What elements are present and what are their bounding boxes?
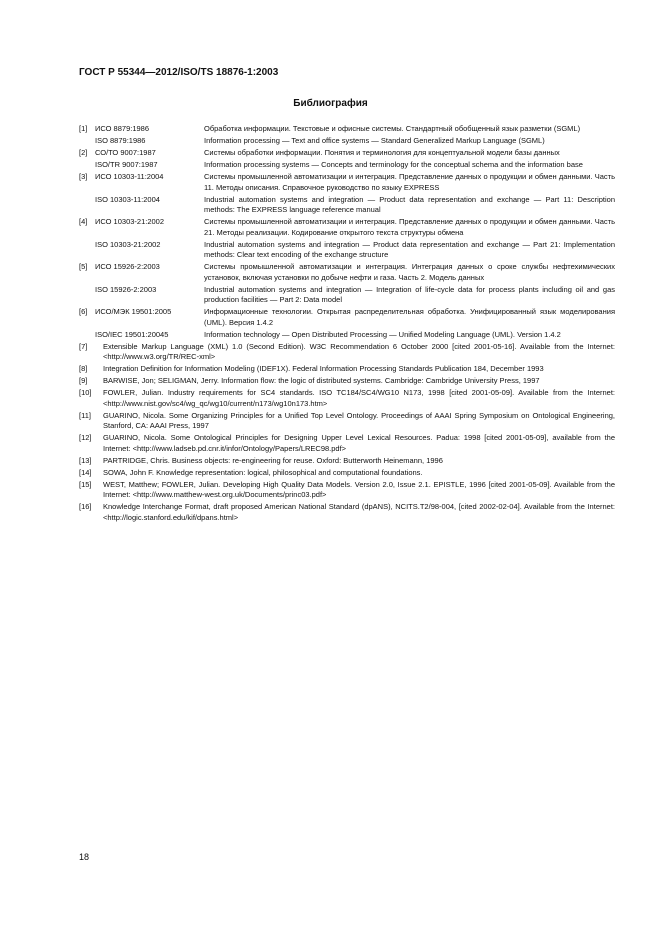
reference-number: [7] — [79, 341, 88, 351]
reference-number: [14] — [79, 467, 92, 477]
reference-number: [11] — [79, 410, 91, 420]
bibliography-title: Библиография — [293, 98, 368, 109]
reference-number: [9] — [79, 376, 88, 385]
entry-number: [4] — [79, 217, 88, 226]
reference-text: Knowledge Interchange Format, draft proposed American National Standard (dpANS), NCITS.T2/98-004, [cited 2002-02-04]. Available from the Internet: <http://logic.stanford.edu/kif/dpans.html> — [103, 502, 615, 522]
entry-text: Обработка информации. Текстовые и офисные системы. Стандартный обобщенный язык разметки (SGML) — [204, 124, 581, 133]
page-number: 18 — [79, 852, 90, 862]
entry-code: ISO 8879:1986 — [95, 136, 146, 145]
entry-text: Information processing systems — Concepts and terminology for the conceptual schema and the information base — [204, 160, 583, 169]
bibliography-list — [79, 124, 615, 525]
reference-entry — [79, 468, 615, 479]
bibliography-entry — [79, 240, 615, 261]
entry-text: Information technology — Open Distributed Processing — Unified Modeling Language (UML). Version 1.4.2 — [204, 329, 561, 339]
reference-text: GUARINO, Nicola. Some Organizing Principles for a Unified Top Level Ontology. Proceedings of AAAI Spring Symposium on Ontological Engineering, Stanford, CA: AAAI Press, 1997 — [103, 410, 615, 430]
reference-number: [15] — [79, 479, 92, 489]
bibliography-entry — [79, 172, 615, 193]
entry-number: [1] — [79, 124, 88, 133]
bibliography-entry — [79, 285, 615, 306]
entry-text: Industrial automation systems and integration — Product data representation and exchange — Part 11: Description methods: The EXPRESS language reference manual — [204, 194, 615, 214]
entry-text: Системы обработки информации. Понятия и терминология для концептуальной модели базы данных — [204, 148, 560, 157]
entry-number — [79, 160, 95, 171]
entry-text: Industrial automation systems and integration — Integration of life-cycle data for process plants including oil and gas production facilities — Part 2: Data model — [204, 284, 615, 304]
bibliography-entry — [79, 195, 615, 216]
entry-number — [79, 285, 95, 306]
reference-entry — [79, 480, 615, 501]
reference-text: Extensible Markup Language (XML) 1.0 (Second Edition). W3C Recommendation 6 October 2000 [cited 2001-05-16]. Available from the Internet: <http://www.w3.org/TR/REC-xml> — [103, 341, 615, 361]
reference-entry — [79, 433, 615, 454]
reference-number: [13] — [79, 455, 92, 465]
entry-code: ИСО 10303-11:2004 — [95, 172, 164, 181]
bibliography-entry — [79, 262, 615, 283]
entry-number: [2] — [79, 148, 88, 157]
entry-number — [79, 136, 95, 147]
entry-code: ISO/IEC 19501:20045 — [95, 329, 169, 339]
reference-entry — [79, 364, 615, 375]
reference-text: WEST, Matthew; FOWLER, Julian. Developing High Quality Data Models. Version 2.0, Issue 2.1. EPISTLE, 1996 [cited 2001-05-09]. Available from the Internet: <http://www.matthew-west.org.uk/Documents/princ03.pdf> — [103, 479, 615, 499]
entry-code: СО/ТО 9007:1987 — [95, 148, 156, 157]
bibliography-entry — [79, 160, 615, 171]
entry-number — [79, 195, 95, 216]
bibliography-entry — [79, 330, 615, 341]
reference-text: Integration Definition for Information Modeling (IDEF1X). Federal Information Processing Standards Publication 184, December 1993 — [103, 364, 544, 373]
reference-text: BARWISE, Jon; SELIGMAN, Jerry. Information flow: the logic of distributed systems. Cambridge: Cambridge University Press, 1997 — [103, 376, 540, 385]
reference-number: [8] — [79, 364, 88, 373]
entry-code: ИСО 10303-21:2002 — [95, 217, 165, 226]
entry-text: Industrial automation systems and integration — Product data representation and exchange — Part 21: Implementation methods: Clear text encoding of the exchange structure — [204, 239, 615, 259]
reference-text: FOWLER, Julian. Industry requirements for SC4 standards. ISO TC184/SC4/WG10 N173, 1998 [cited 2001-05-09]. Available from the Internet: <http://www.nist.gov/sc4/wg_qc/wg10/current/n173/wg10n173.htm> — [103, 388, 615, 408]
entry-number: [5] — [79, 262, 88, 271]
reference-entry — [79, 502, 615, 523]
entry-code: ISO/TR 9007:1987 — [95, 160, 158, 169]
reference-number: [10] — [79, 388, 92, 397]
bibliography-entry — [79, 307, 615, 328]
reference-entry — [79, 376, 615, 387]
entry-number: [3] — [79, 172, 88, 181]
entry-code: ISO 10303-21:2002 — [95, 239, 161, 249]
reference-number: [12] — [79, 433, 92, 442]
entry-code: ISO 15926-2:2003 — [95, 284, 157, 294]
entry-code: ИСО 8879:1986 — [95, 124, 150, 133]
entry-number: [6] — [79, 307, 88, 316]
reference-text: SOWA, John F. Knowledge representation: logical, philosophical and computational foundations. — [103, 467, 423, 477]
reference-text: PARTRIDGE, Chris. Business objects: re-engineering for reuse. Oxford: Butterworth Heinemann, 1996 — [103, 455, 443, 465]
bibliography-entry — [79, 136, 615, 147]
reference-text: GUARINO, Nicola. Some Ontological Principles for Designing Upper Level Lexical Resources. Padua: 1998 [cited 2001-05-09], available from the Internet: <http://www.ladseb.pd.cnr.it/infor/Ontology/Papers/LREC98.pdf> — [103, 433, 615, 453]
bibliography-entry — [79, 124, 615, 135]
entry-code: ИСО/МЭК 19501:2005 — [95, 307, 172, 316]
reference-entry — [79, 456, 615, 467]
bibliography-entry — [79, 148, 615, 159]
entry-text: Системы промышленной автоматизации и интеграция. Представление данных о продукции и обмен данными. Часть 21. Методы реализации. Кодирование открытого текста структуры обмена — [204, 217, 615, 237]
reference-entry — [79, 388, 615, 409]
entry-text: Системы промышленной автоматизации и интеграция. Представление данных о продукции и обмен данными. Часть 11. Методы описания. Справочное руководство по языку EXPRESS — [204, 172, 615, 192]
entry-number — [79, 240, 95, 261]
entry-code: ISO 10303-11:2004 — [95, 194, 160, 204]
reference-number: [16] — [79, 502, 92, 511]
entry-text: Системы промышленной автоматизации и интеграция. Интеграция данных о сроке службы нефтехимических установок, включая установки по добыче нефти и газа. Часть 2. Модель данных — [204, 262, 615, 282]
entry-code: ИСО 15926-2:2003 — [95, 262, 160, 271]
document-header: ГОСТ Р 55344—2012/ISO/TS 18876-1:2003 — [79, 67, 279, 78]
bibliography-entry — [79, 217, 615, 238]
entry-text: Information processing — Text and office systems — Standard Generalized Markup Language (SGML) — [204, 136, 545, 145]
entry-number — [79, 330, 95, 341]
entry-text: Информационные технологии. Открытая распределительная обработка. Унифицированный язык моделирования (UML). Версия 1.4.2 — [204, 307, 615, 327]
reference-entry — [79, 411, 615, 432]
reference-entry — [79, 342, 615, 363]
